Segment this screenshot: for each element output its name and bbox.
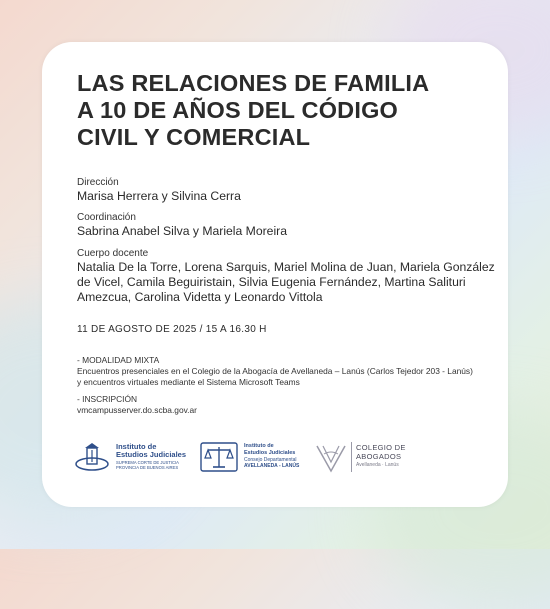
modalidad-label: - MODALIDAD MIXTA xyxy=(77,355,160,365)
inscripcion-link[interactable]: vmcampusserver.do.scba.gov.ar xyxy=(77,405,197,415)
institute-emblem-icon xyxy=(74,440,110,476)
title-line: A 10 DE AÑOS DEL CÓDIGO xyxy=(77,97,399,123)
cuerpo-line: Amezcua, Carolina Videtta y Leonardo Vittola xyxy=(77,290,323,304)
title-line: CIVIL Y COMERCIAL xyxy=(77,124,311,150)
colegio-emblem-icon xyxy=(314,440,348,474)
iej-line3: SUPREMA CORTE DE JUSTICIA xyxy=(116,460,179,465)
iej-logo xyxy=(74,440,199,480)
iej-dept-line2: Estudios Judiciales xyxy=(244,450,296,456)
colegio-logo xyxy=(314,440,414,480)
logos-row xyxy=(42,440,508,480)
iej-line1: Instituto de xyxy=(116,442,157,451)
coordinacion-value: Sabrina Anabel Silva y Mariela Moreira xyxy=(77,224,287,238)
colegio-line2: ABOGADOS xyxy=(356,452,402,461)
cuerpo-docente-label: Cuerpo docente xyxy=(77,248,149,259)
cuerpo-docente-value xyxy=(77,260,495,305)
title-line: LAS RELACIONES DE FAMILIA xyxy=(77,70,430,96)
cuerpo-line: Natalia De la Torre, Lorena Sarquis, Mariel Molina de Juan, Mariela González xyxy=(77,260,495,274)
coordinacion-label: Coordinación xyxy=(77,212,136,223)
modalidad-line: Encuentros presenciales en el Colegio de la Abogacía de Avellaneda – Lanús (Carlos Tejedor 203 - Lanús) xyxy=(77,366,473,376)
iej-line4: PROVINCIA DE BUENOS AIRES xyxy=(116,465,179,470)
scales-of-justice-icon xyxy=(200,442,238,472)
direccion-value: Marisa Herrera y Silvina Cerra xyxy=(77,189,241,203)
inscripcion-block xyxy=(77,394,197,416)
modalidad-block xyxy=(77,355,473,388)
modalidad-line: y encuentros virtuales mediante el Sistema Microsoft Teams xyxy=(77,377,300,387)
iej-dept-line1: Instituto de xyxy=(244,443,274,449)
event-date: 11 DE AGOSTO DE 2025 / 15 A 16.30 H xyxy=(77,324,267,335)
cuerpo-line: de Vicel, Camila Beguiristain, Silvia Eugenia Fernández, Martina Salituri xyxy=(77,275,466,289)
content-card xyxy=(42,42,508,507)
logo-divider xyxy=(351,442,352,472)
direccion-label: Dirección xyxy=(77,177,119,188)
inscripcion-label: - INSCRIPCIÓN xyxy=(77,394,138,404)
iej-dept-logo xyxy=(200,440,330,480)
iej-dept-line4: AVELLANEDA - LANÚS xyxy=(244,463,300,469)
page-title xyxy=(77,70,477,151)
colegio-line1: COLEGIO DE xyxy=(356,443,406,452)
iej-dept-line3: Consejo Departamental xyxy=(244,457,297,463)
colegio-line3: Avellaneda · Lanús xyxy=(356,462,399,468)
iej-line2: Estudios Judiciales xyxy=(116,450,187,459)
